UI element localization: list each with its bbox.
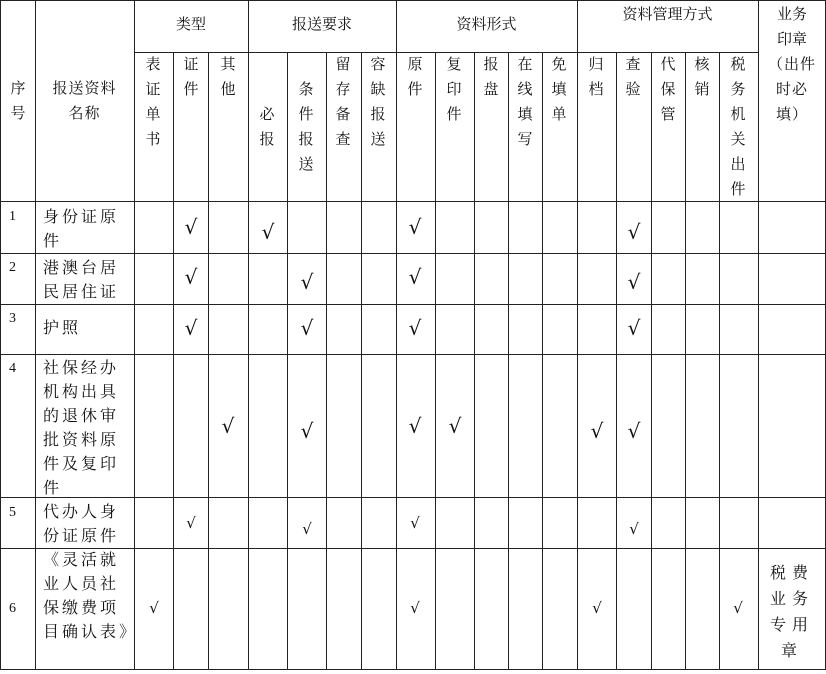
row-4-conditional-check: √ <box>300 419 314 443</box>
row-6-seal-text: 税费业务专用章 <box>769 563 814 660</box>
row-4-name: 社保经办机构出具的退休审批资料原件及复印件 <box>43 358 120 497</box>
column-header-archive: 归档 <box>588 55 604 98</box>
column-header-name-text: 报送资料名称 <box>52 79 117 122</box>
row-2-conditional-check: √ <box>300 270 314 294</box>
row-4-seq: 4 <box>9 361 16 376</box>
row-2-inspect-check: √ <box>627 270 641 294</box>
column-header-write-off: 核销 <box>694 55 710 98</box>
row-3-certificate-check: √ <box>184 316 198 340</box>
column-header-conditional: 条件报送 <box>298 80 314 173</box>
row-1-inspect-check: √ <box>627 220 641 244</box>
group-header-type: 类型 <box>175 15 206 33</box>
column-header-required: 必报 <box>259 105 275 148</box>
row-5-original-check: √ <box>410 514 420 532</box>
row-6-name: 《灵活就业人员社保缴费项目确认表》 <box>43 550 139 641</box>
row-5-certificate-check: √ <box>186 514 196 532</box>
column-header-no-form: 免填单 <box>551 55 567 123</box>
row-5-name: 代办人身份证原件 <box>43 502 120 545</box>
column-header-form-doc: 表证单书 <box>145 55 161 148</box>
row-1-name: 身份证原件 <box>43 207 120 250</box>
row-6-tax-issue-check: √ <box>733 599 743 617</box>
column-header-certificate: 证件 <box>183 55 199 98</box>
row-2-certificate-check: √ <box>184 265 198 289</box>
row-1-required-check: √ <box>261 220 275 244</box>
row-3-original-check: √ <box>408 316 422 340</box>
row-1-seq: 1 <box>9 209 16 224</box>
column-header-name <box>35 76 134 126</box>
row-6-original-check: √ <box>410 599 420 617</box>
row-4-inspect-check: √ <box>627 419 641 443</box>
row-5-inspect-check: √ <box>629 520 639 538</box>
row-2-original-check: √ <box>408 265 422 289</box>
row-5-seq: 5 <box>9 505 16 520</box>
column-header-copy: 复印件 <box>446 55 462 123</box>
row-4-original-check: √ <box>408 414 422 438</box>
column-header-inspect: 查验 <box>625 55 641 98</box>
group-header-requirement: 报送要求 <box>291 15 352 33</box>
row-6-form-doc-check: √ <box>149 599 159 617</box>
row-3-inspect-check: √ <box>627 316 641 340</box>
column-header-keep-on-file: 留存备查 <box>335 55 351 148</box>
row-1-certificate-check: √ <box>184 215 198 239</box>
seal-note-text: （出件时必填） <box>767 55 816 123</box>
seal-header-text: 业务印章 <box>776 5 807 48</box>
column-header-disk: 报盘 <box>483 55 499 98</box>
column-header-deferred: 容缺报送 <box>370 55 386 148</box>
row-2-name: 港澳台居民居住证 <box>43 258 120 301</box>
row-3-conditional-check: √ <box>300 316 314 340</box>
column-header-tax-issue: 税务机关出件 <box>730 55 746 198</box>
column-header-original: 原件 <box>407 55 423 98</box>
row-4-archive-check: √ <box>590 419 604 443</box>
row-6-archive-check: √ <box>592 599 602 617</box>
row-6-seal <box>762 560 822 664</box>
row-1-original-check: √ <box>408 215 422 239</box>
group-header-management: 资料管理方式 <box>622 5 713 23</box>
row-6-seq: 6 <box>9 601 16 616</box>
column-header-seq: 序号 <box>10 79 26 122</box>
row-4-other-check: √ <box>221 414 235 438</box>
column-header-seal-note <box>762 52 822 127</box>
row-3-name: 护照 <box>43 318 82 337</box>
row-2-seq: 2 <box>9 260 16 275</box>
column-header-other: 其他 <box>220 55 236 98</box>
row-5-conditional-check: √ <box>302 520 312 538</box>
group-header-seal <box>764 2 820 52</box>
group-header-form: 资料形式 <box>456 15 517 33</box>
row-3-seq: 3 <box>9 311 16 326</box>
column-header-custody: 代保管 <box>660 55 676 123</box>
row-4-copy-check: √ <box>448 414 462 438</box>
column-header-online: 在线填写 <box>517 55 533 148</box>
